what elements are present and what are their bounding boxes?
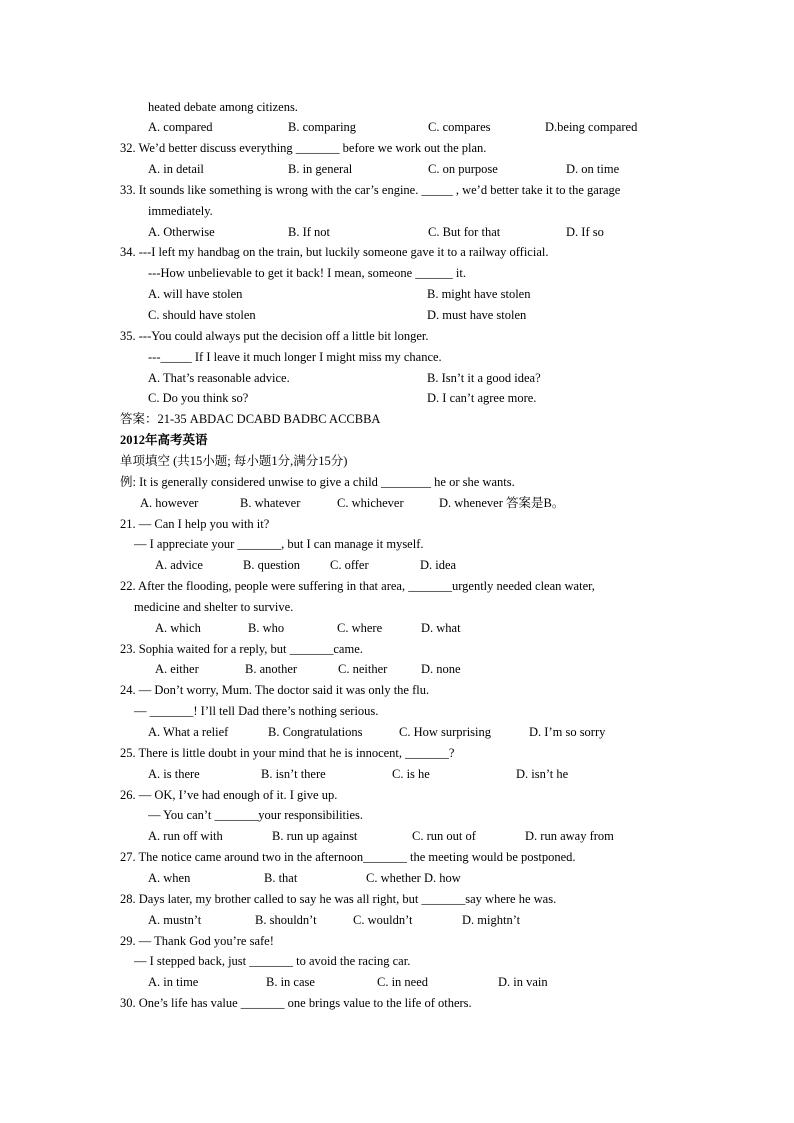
answer-option: C. How surprising	[399, 725, 492, 739]
options-row	[148, 222, 754, 243]
answer-option: B. that	[264, 870, 298, 885]
answer-option: A. That’s reasonable advice.	[148, 370, 290, 385]
options-row	[140, 493, 754, 514]
answer-option: B. who	[248, 620, 285, 635]
options-row	[148, 826, 754, 847]
text-line: 23. Sophia waited for a reply, but _______came.	[120, 641, 363, 656]
answer-option: D. on time	[566, 162, 620, 177]
options-row	[155, 659, 754, 680]
text-line: 29. — Thank God you’re safe!	[120, 933, 274, 948]
text-line: 22. After the flooding, people were suffering in that area, _______urgently needed clean water,	[120, 579, 595, 594]
answer-option: D. must have stolen	[427, 308, 527, 322]
text-line: 24. — Don’t worry, Mum. The doctor said it was only the flu.	[120, 683, 430, 698]
answer-option: D. mightn’t	[462, 912, 521, 927]
options-row	[148, 159, 754, 180]
answer-option: C. on purpose	[428, 162, 498, 177]
answer-option: D. idea	[420, 558, 457, 573]
answer-option: D.being compared	[545, 120, 638, 135]
answer-option: B. another	[245, 662, 298, 677]
answer-option: B. question	[243, 558, 300, 573]
answer-option: A. which	[155, 620, 201, 635]
answer-option: B. Congratulations	[268, 725, 363, 739]
answer-option: B. isn’t there	[261, 766, 326, 781]
answer-option: C. run out of	[412, 829, 476, 844]
text-line: ---How unbelievable to get it back! I mean, someone ______ it.	[148, 266, 466, 281]
answer-option: D. what	[421, 620, 461, 635]
answer-option: C. whether D. how	[366, 870, 461, 885]
answer-option: B. If not	[288, 224, 331, 239]
text-line: 2012年高考英语	[120, 433, 208, 448]
answer-option: C. is he	[392, 766, 430, 781]
answer-option: A. mustn’t	[148, 912, 202, 927]
answer-option: A. run off with	[148, 829, 223, 844]
answer-option: D. whenever 答案是B。	[439, 495, 565, 510]
answer-option: B. in case	[266, 975, 315, 990]
text-line: 答案：21-35 ABDAC DCABD BADBC ACCBBA	[120, 412, 381, 427]
answer-option: D. none	[421, 662, 461, 677]
text-line: 34. ---I left my handbag on the train, but luckily someone gave it to a railway official.	[120, 245, 549, 260]
options-row	[155, 618, 754, 639]
text-line: medicine and shelter to survive.	[134, 599, 294, 614]
answer-option: C. Do you think so?	[148, 391, 249, 406]
answer-option: A. in detail	[148, 162, 204, 177]
answer-option: C. neither	[338, 662, 388, 677]
options-row	[148, 388, 754, 409]
answer-option: A. will have stolen	[148, 287, 243, 302]
text-line: heated debate among citizens.	[148, 99, 298, 114]
options-row	[148, 117, 754, 138]
answer-option: D. run away from	[525, 829, 614, 844]
answer-option: C. offer	[330, 558, 369, 573]
text-line: 单项填空 (共15小题; 每小题1分,满分15分)	[120, 453, 348, 468]
answer-option: B. run up against	[272, 829, 358, 844]
answer-option: B. Isn’t it a good idea?	[427, 370, 541, 385]
text-line: 27. The notice came around two in the afternoon_______ the meeting would be postponed.	[120, 850, 576, 865]
text-line: ---_____ If I leave it much longer I might miss my chance.	[148, 349, 442, 364]
answer-option: A. when	[148, 870, 191, 885]
answer-option: A. in time	[148, 975, 199, 990]
answer-option: B. shouldn’t	[255, 912, 317, 927]
answer-option: A. Otherwise	[148, 224, 215, 239]
answer-option: C. where	[337, 620, 383, 635]
options-row	[148, 368, 754, 389]
answer-option: C. wouldn’t	[353, 912, 413, 927]
text-line: immediately.	[148, 203, 213, 218]
options-row	[148, 305, 754, 326]
answer-option: B. whatever	[240, 495, 301, 510]
text-line: — _______! I’ll tell Dad there’s nothing serious.	[134, 704, 379, 719]
answer-option: A. compared	[148, 120, 213, 135]
answer-option: D. isn’t he	[516, 766, 569, 781]
answer-option: D. I can’t agree more.	[427, 391, 537, 406]
answer-option: D. I’m so sorry	[529, 725, 606, 739]
answer-option: C. in need	[377, 975, 429, 990]
options-row	[148, 910, 754, 931]
options-row	[155, 555, 754, 576]
answer-option: A. is there	[148, 766, 200, 781]
text-line: 33. It sounds like something is wrong with the car’s engine. _____ , we’d better take it to the garage	[120, 182, 621, 197]
options-row	[148, 764, 754, 785]
options-row	[148, 722, 754, 743]
text-line: — I stepped back, just _______ to avoid the racing car.	[134, 954, 411, 969]
text-line: 例: It is generally considered unwise to give a child ________ he or she wants.	[120, 474, 515, 489]
text-line: 30. One’s life has value _______ one brings value to the life of others.	[120, 996, 472, 1011]
text-line: 28. Days later, my brother called to say he was all right, but _______say where he was.	[120, 891, 557, 906]
text-line: 26. — OK, I’ve had enough of it. I give up.	[120, 787, 338, 802]
answer-option: B. comparing	[288, 120, 357, 135]
options-row	[148, 868, 754, 889]
text-line: 32. We’d better discuss everything _______ before we work out the plan.	[120, 141, 487, 156]
answer-option: A. advice	[155, 558, 203, 573]
text-line: 21. — Can I help you with it?	[120, 516, 270, 531]
answer-option: D. If so	[566, 224, 604, 239]
answer-option: C. compares	[428, 120, 491, 135]
answer-option: C. But for that	[428, 224, 501, 239]
answer-option: A. either	[155, 662, 199, 677]
text-line: 35. ---You could always put the decision off a little bit longer.	[120, 328, 429, 343]
answer-option: C. whichever	[337, 495, 404, 510]
text-line: — I appreciate your _______, but I can manage it myself.	[134, 537, 424, 552]
answer-option: B. might have stolen	[427, 287, 531, 302]
options-row	[148, 284, 754, 305]
text-line: — You can’t _______your responsibilities.	[148, 808, 364, 823]
options-row	[148, 972, 754, 993]
answer-option: D. in vain	[498, 975, 548, 990]
answer-option: A. however	[140, 495, 199, 510]
answer-option: B. in general	[288, 162, 353, 177]
text-line: 25. There is little doubt in your mind that he is innocent, _______?	[120, 745, 455, 760]
answer-option: C. should have stolen	[148, 308, 256, 322]
answer-option: A. What a relief	[148, 725, 229, 739]
